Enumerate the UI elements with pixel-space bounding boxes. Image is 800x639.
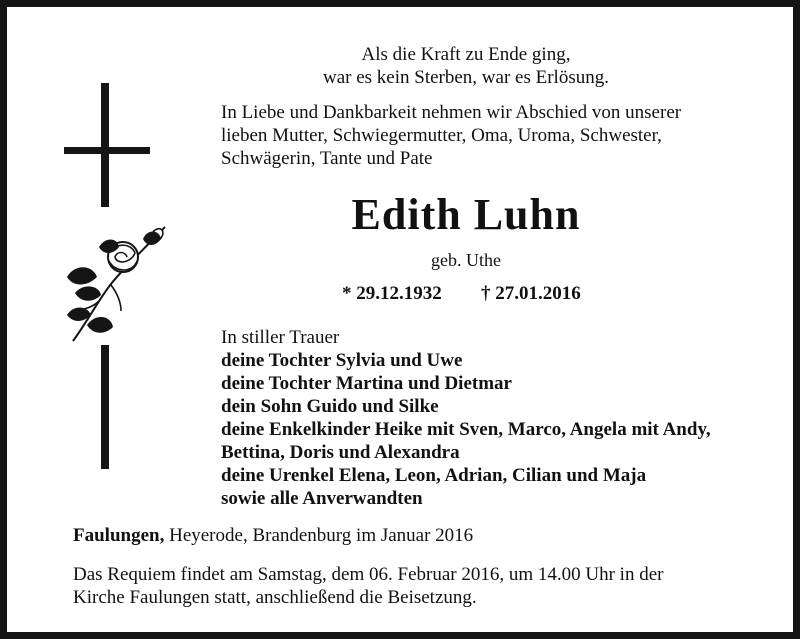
mourner-line: dein Sohn Guido und Silke <box>221 396 439 417</box>
mourner-line: sowie alle Anverwandten <box>221 488 423 509</box>
deceased-name: Edith Luhn <box>351 190 581 239</box>
intro-line-2: lieben Mutter, Schwiegermutter, Oma, Uroma, Schwester, <box>221 125 662 146</box>
intro-line-3: Schwägerin, Tante und Pate <box>221 148 433 169</box>
mourner-line: Bettina, Doris und Alexandra <box>221 442 460 463</box>
mourners-heading: In stiller Trauer <box>221 327 340 348</box>
birth-date: * 29.12.1932 <box>342 283 442 304</box>
place-rest: Heyerode, Brandenburg im Januar 2016 <box>164 525 474 546</box>
motto-line-2: war es kein Sterben, war es Erlösung. <box>323 67 609 88</box>
intro-line-1: In Liebe und Dankbarkeit nehmen wir Abschied von unserer <box>221 102 682 123</box>
death-date: † 27.01.2016 <box>481 283 581 304</box>
mourner-line: deine Tochter Sylvia und Uwe <box>221 350 463 371</box>
motto-line-1: Als die Kraft zu Ende ging, <box>361 44 571 65</box>
mourner-line: deine Urenkel Elena, Leon, Adrian, Cilian und Maja <box>221 465 647 486</box>
place-date-line <box>73 525 473 547</box>
requiem-line-2: Kirche Faulungen statt, anschließend die Beisetzung. <box>73 587 477 608</box>
mourner-line: deine Tochter Martina und Dietmar <box>221 373 512 394</box>
maiden-name: geb. Uthe <box>431 250 501 270</box>
cross-with-rose-icon <box>59 79 169 479</box>
place-town: Faulungen, <box>73 525 165 546</box>
requiem-line-1: Das Requiem findet am Samstag, dem 06. Februar 2016, um 14.00 Uhr in der <box>73 564 664 585</box>
mourner-line: deine Enkelkinder Heike mit Sven, Marco, Angela mit Andy, <box>221 419 711 440</box>
